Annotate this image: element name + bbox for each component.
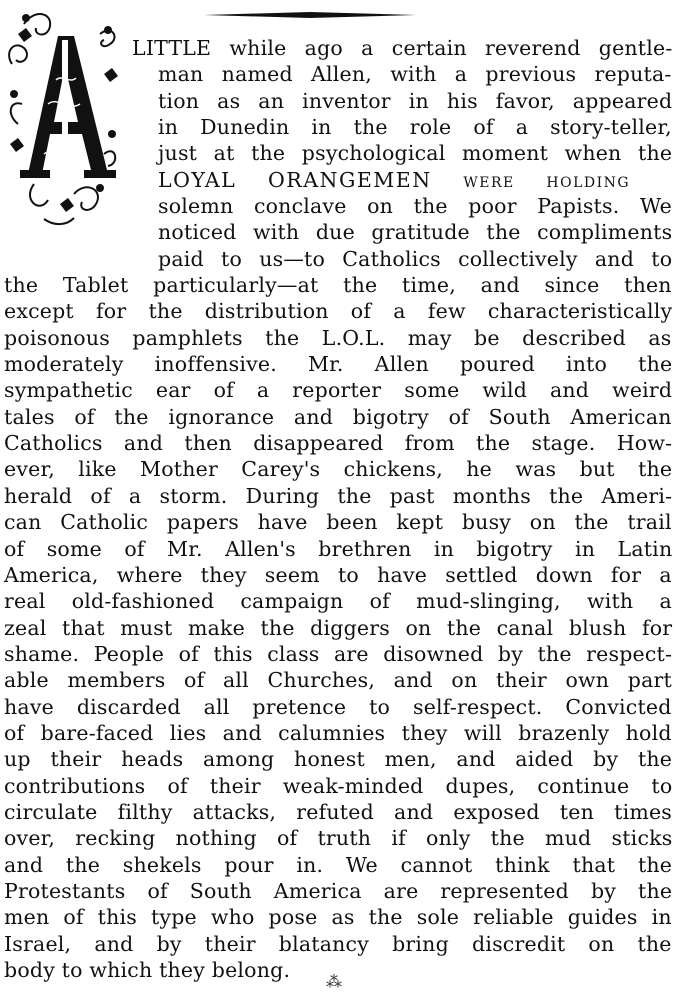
article-line-10: the Tablet particularly—at the time, and since then xyxy=(4,273,672,298)
article-line-3: tion as an inventor in his favor, appeared xyxy=(158,88,673,113)
article-line-30: circulate filthy attacks, refuted and exposed ten times xyxy=(4,799,673,824)
article-line-19: can Catholic papers have been kept busy on the trail xyxy=(4,510,672,535)
ornamental-drop-cap-a xyxy=(4,4,122,230)
article-line-17: ever, like Mother Carey's chickens, he was but the xyxy=(4,457,673,482)
article-line-12: poisonous pamphlets the L.O.L. may be described as xyxy=(4,325,672,350)
article-line-1: LITTLE while ago a certain reverend gentle- xyxy=(132,36,673,60)
article-line-24: shame. People of this class are disowned by the respect- xyxy=(4,641,673,666)
article-line-20: of some of Mr. Allen's brethren in bigotry in Latin xyxy=(4,536,673,561)
article-line-33: Protestants of South America are represented by the xyxy=(4,878,673,903)
article-line-2: man named Allen, with a previous reputa- xyxy=(158,62,672,87)
article-line-9: paid to us—to Catholics collectively and to xyxy=(158,246,673,271)
article-line-18: herald of a storm. During the past months the Ameri- xyxy=(4,483,673,508)
article-line-4: in Dunedin in the role of a story-teller, xyxy=(158,115,672,140)
article-line-14: sympathetic ear of a reporter some wild and weird xyxy=(4,378,673,403)
article-line-13: moderately inoffensive. Mr. Allen poured into the xyxy=(4,352,673,377)
article-line-36: body to which they belong. xyxy=(4,958,291,982)
article-line-16: Catholics and then disappeared from the stage. How- xyxy=(4,431,673,456)
article-line-21: America, where they seem to have settled down for a xyxy=(4,562,672,587)
article-line-27: of bare-faced lies and calumnies they will brazenly hold xyxy=(4,720,672,745)
article-line-26: have discarded all pretence to self-respect. Convicted xyxy=(4,694,672,719)
article-line-28: up their heads among honest men, and aided by the xyxy=(4,747,673,772)
article-line-29: contributions of their weak-minded dupes, continue to xyxy=(4,773,673,798)
article-line-11: except for the distribution of a few characteristically xyxy=(4,299,673,324)
article-line-23: zeal that must make the diggers on the canal blush for xyxy=(4,615,673,640)
article-line-34: men of this type who pose as the sole reliable guides in xyxy=(4,905,672,930)
article-line-32: and the shekels pour in. We cannot think that the xyxy=(4,852,673,877)
article-line-5: just at the psychological moment when the xyxy=(158,141,673,166)
article-line-25: able members of all Churches, and on their own part xyxy=(4,668,672,693)
article-line-31: over, recking nothing of truth if only the mud sticks xyxy=(4,826,673,851)
section-ornament: ⁂ xyxy=(326,972,342,991)
article-line-6: LOYAL ORANGEMEN were holding xyxy=(158,167,631,192)
article-line-35: Israel, and by their blatancy bring discredit on the xyxy=(4,931,672,956)
article-line-22: real old-fashioned campaign of mud-slinging, with a xyxy=(4,589,672,614)
article-line-15: tales of the ignorance and bigotry of South American xyxy=(4,404,672,429)
article-line-7: solemn conclave on the poor Papists. We xyxy=(158,194,672,219)
decorative-rule xyxy=(204,12,416,18)
article-line-8: noticed with due gratitude the compliments xyxy=(158,220,673,245)
